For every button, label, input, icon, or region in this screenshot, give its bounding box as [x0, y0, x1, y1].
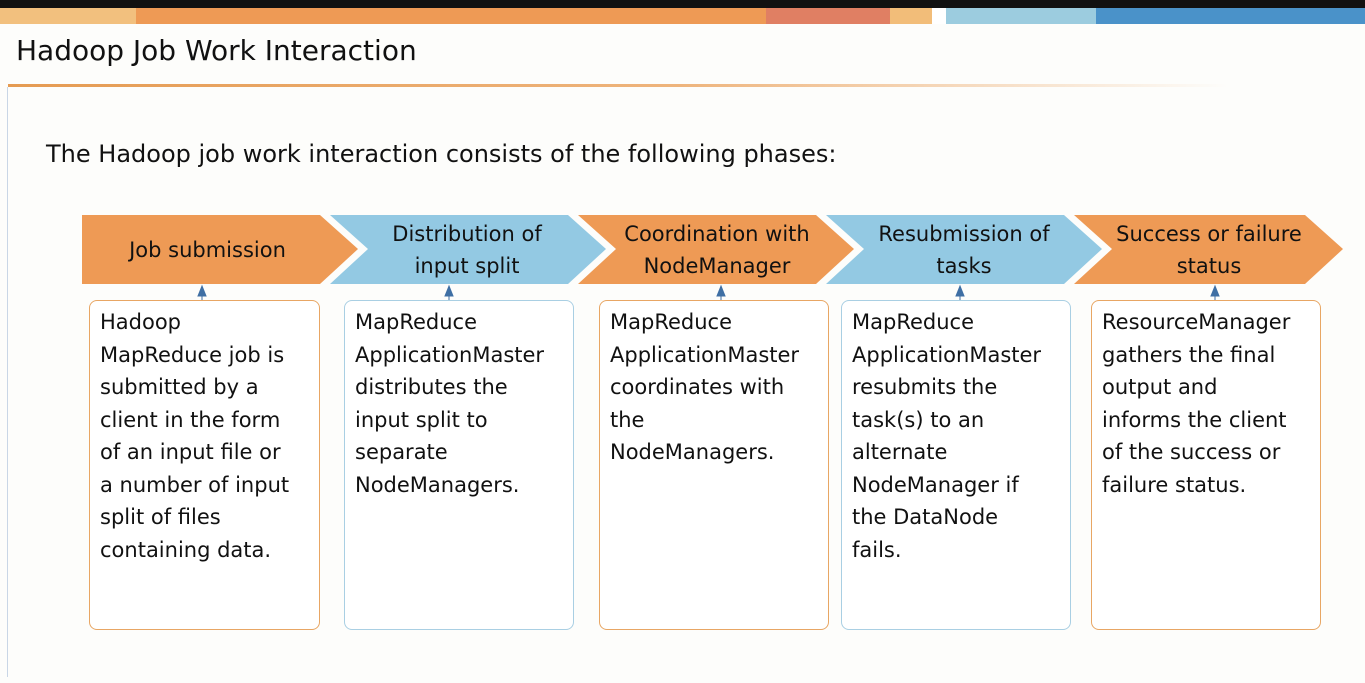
- description-line: output and: [1102, 375, 1218, 399]
- phase-label-status: Success or failure status: [1116, 222, 1302, 278]
- description-line: ApplicationMaster: [852, 342, 1042, 367]
- connector-4-arrow-icon: [956, 286, 964, 296]
- description-line: of the success or: [1102, 440, 1281, 464]
- description-line: failure status.: [1102, 472, 1247, 497]
- description-line: resubmits the: [852, 375, 998, 399]
- description-line: client in the form: [100, 407, 281, 432]
- description-line: informs the client: [1102, 407, 1287, 432]
- description-line: Hadoop: [100, 310, 182, 334]
- description-line: submitted by a: [100, 375, 259, 399]
- intro-text: The Hadoop job work interaction consists of the following phases:: [46, 140, 837, 168]
- description-line: NodeManagers.: [355, 472, 520, 497]
- description-line: task(s) to an: [852, 407, 985, 432]
- description-line: ApplicationMaster: [355, 342, 545, 367]
- connector-2-arrow-icon: [445, 286, 453, 296]
- phase-label-distribution: Distribution of input split: [392, 222, 542, 278]
- description-line: containing data.: [100, 537, 272, 562]
- description-line: input split to: [355, 407, 488, 432]
- description-line: a number of input: [100, 472, 290, 497]
- description-line: MapReduce: [852, 310, 974, 334]
- connector-3-arrow-icon: [717, 286, 725, 296]
- description-line: split of files: [100, 505, 221, 529]
- connector-1-arrow-icon: [198, 286, 206, 296]
- description-line: ResourceManager: [1102, 310, 1291, 334]
- connector-5-arrow-icon: [1211, 286, 1219, 296]
- description-line: of an input file or: [100, 440, 281, 464]
- slide-title: Hadoop Job Work Interaction: [16, 34, 417, 67]
- description-line: gathers the final: [1102, 342, 1276, 367]
- description-line: MapReduce: [610, 310, 732, 334]
- description-line: separate: [355, 440, 448, 464]
- description-line: fails.: [852, 537, 902, 562]
- phase-description-job-submission: [89, 300, 320, 630]
- phase-label-coordination: Coordination with NodeManager: [624, 222, 810, 278]
- description-line: alternate: [852, 440, 948, 464]
- description-line: coordinates with: [610, 375, 785, 399]
- phase-description-distribution: [344, 300, 574, 630]
- description-line: the DataNode: [852, 505, 999, 529]
- description-line: NodeManager if: [852, 472, 1019, 497]
- phase-label-job-submission: Job submission: [129, 237, 286, 262]
- description-line: the: [610, 407, 645, 432]
- description-line: MapReduce: [355, 310, 477, 334]
- description-line: distributes the: [355, 375, 508, 399]
- phase-description-coordination: [599, 300, 829, 630]
- phase-description-resubmission: [841, 300, 1071, 630]
- phase-description-status: [1091, 300, 1321, 630]
- phase-label-resubmission: Resubmission of tasks: [878, 222, 1050, 278]
- description-line: ApplicationMaster: [610, 342, 800, 367]
- description-line: MapReduce job is: [100, 342, 285, 367]
- description-line: NodeManagers.: [610, 440, 775, 464]
